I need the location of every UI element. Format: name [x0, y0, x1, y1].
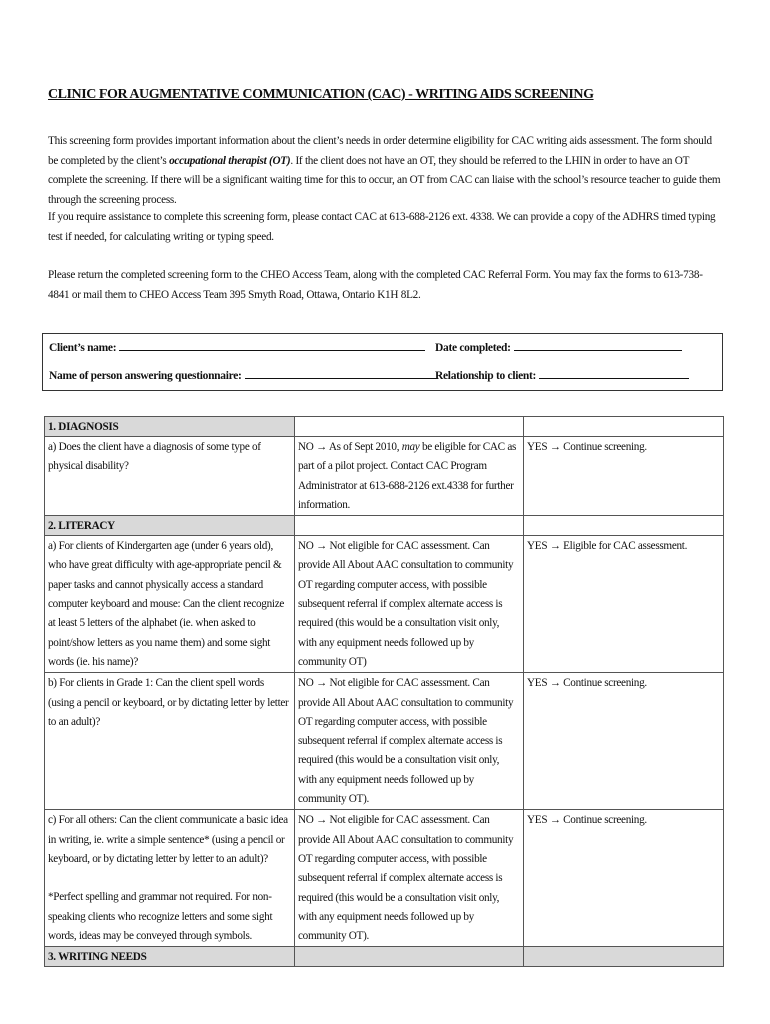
yes-answer-cell[interactable]: YES → Continue screening.: [524, 437, 724, 516]
person-answering-label: Name of person answering questionnaire:: [49, 370, 242, 382]
screening-table: [44, 416, 724, 967]
occupational-therapist-emphasis: occupational therapist (OT): [169, 154, 291, 167]
table-row: [45, 673, 724, 810]
intro-paragraph-assistance: If you require assistance to complete this screening form, please contact CAC at 613-688-2126 ext. 4338. We can provide a copy of the ADHRS timed typing test if needed, for calculating writing or typing speed.: [48, 211, 716, 243]
no-answer-cell[interactable]: NO → Not eligible for CAC assessment. Can provide All About AAC consultation to community OT regarding computer access, with possible subsequent referral if complex alternate access is required (this would be a consultation visit only, with any equipment needs followed up by community OT): [295, 536, 524, 673]
person-answering-blank[interactable]: [245, 368, 437, 379]
question-cell: c) For all others: Can the client communicate a basic idea in writing, ie. write a simple sentence* (using a pencil or keyboard, or by dictating letter by letter to an adult)? *Perfect spelling and grammar not required. For non-speaking clients who recognize letters and some sight words, ideas may be conveyed through symbols.: [45, 810, 295, 947]
section-heading: 1. DIAGNOSIS: [45, 417, 295, 437]
yes-answer-cell[interactable]: YES → Eligible for CAC assessment.: [524, 536, 724, 673]
client-name-label: Client’s name:: [49, 342, 117, 354]
section-heading: 3. WRITING NEEDS: [45, 947, 295, 967]
no-answer-cell[interactable]: NO → As of Sept 2010, may be eligible for CAC as part of a pilot project. Contact CAC Program Administrator at 613-688-2126 ext.4338 for further information.: [295, 437, 524, 516]
intro-p1-text: This screening form provides important information about the client’s needs in order determine eligibility for CAC writing aids assessment. The form should be completed by the client’s: [48, 135, 712, 167]
intro-paragraph-return: Please return the completed screening form to the CHEO Access Team, along with the completed CAC Referral Form. You may fax the forms to 613-738-4841 or mail them to CHEO Access Team 395 Smyth Road, Ottawa, Ontario K1H 8L2.: [48, 269, 703, 301]
client-name-field[interactable]: [49, 340, 425, 354]
section-heading: 2. LITERACY: [45, 516, 295, 536]
client-info-box: [42, 333, 723, 391]
intro-p1-text-cont: . If the client does not have an OT, they should be referred to the LHIN in order to have an OT complete the screening. If there will be a significant waiting time for this to occur, an OT from CAC can liaise with the school’s resource teacher to guide them through the screening process.: [48, 154, 721, 206]
question-cell: b) For clients in Grade 1: Can the client spell words (using a pencil or keyboard, or by dictating letter by letter to an adult)?: [45, 673, 295, 810]
relationship-field[interactable]: [435, 368, 689, 382]
table-row: [45, 810, 724, 947]
may-emphasis: may: [401, 441, 420, 453]
client-name-blank[interactable]: [119, 340, 425, 351]
yes-answer-cell[interactable]: YES → Continue screening.: [524, 810, 724, 947]
relationship-blank[interactable]: [539, 368, 689, 379]
date-completed-label: Date completed:: [435, 342, 511, 354]
table-row: [45, 536, 724, 673]
no-answer-cell[interactable]: NO → Not eligible for CAC assessment. Can provide All About AAC consultation to community OT regarding computer access, with possible subsequent referral if complex alternate access is required (this would be a consultation visit only, with any equipment needs followed up by community OT).: [295, 673, 524, 810]
no-answer-cell[interactable]: NO → Not eligible for CAC assessment. Can provide All About AAC consultation to community OT regarding computer access, with possible subsequent referral if complex alternate access is required (this would be a consultation visit only, with any equipment needs followed up by community OT).: [295, 810, 524, 947]
date-completed-field[interactable]: [435, 340, 682, 354]
section-header-row: [45, 516, 724, 536]
yes-answer-cell[interactable]: YES → Continue screening.: [524, 673, 724, 810]
form-title: CLINIC FOR AUGMENTATIVE COMMUNICATION (CAC) - WRITING AIDS SCREENING: [48, 87, 594, 102]
question-footnote: *Perfect spelling and grammar not required. For non-speaking clients who recognize letters and some sight words, ideas may be conveyed through symbols.: [48, 891, 273, 942]
question-cell: a) For clients of Kindergarten age (under 6 years old), who have great difficulty with age-appropriate pencil & paper tasks and cannot physically access a standard computer keyboard and mouse: Can the client recognize at least 5 letters of the alphabet (ie. when asked to point/show letters as you name them) and some sight words (ie. his name)?: [45, 536, 295, 673]
person-answering-field[interactable]: [49, 368, 437, 382]
section-header-row: [45, 947, 724, 967]
intro-paragraph-purpose: [48, 132, 723, 210]
date-completed-blank[interactable]: [514, 340, 682, 351]
table-row: [45, 437, 724, 516]
relationship-label: Relationship to client:: [435, 370, 537, 382]
section-header-row: [45, 417, 724, 437]
question-cell: a) Does the client have a diagnosis of some type of physical disability?: [45, 437, 295, 516]
